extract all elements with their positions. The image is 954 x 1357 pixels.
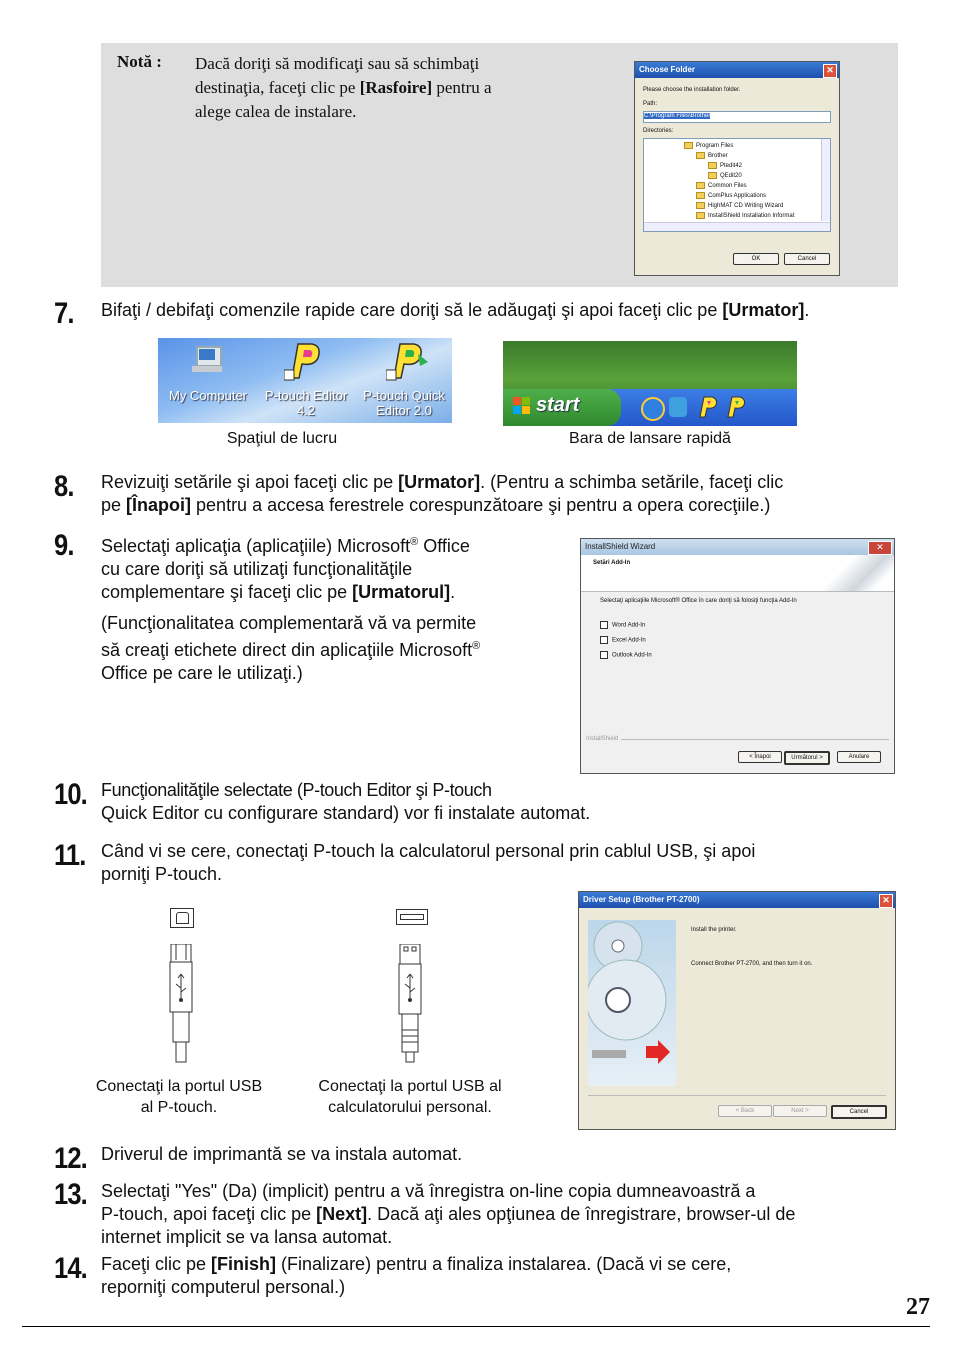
windows-logo-icon: [513, 397, 531, 415]
driver-instruction: Connect Brother PT-2700, and then turn it on.: [691, 961, 813, 967]
cancel-button[interactable]: Anulare: [837, 751, 881, 763]
step-number: 14.: [54, 1252, 87, 1285]
tree-item[interactable]: Brother: [696, 152, 728, 160]
note-line: alege calea de instalare.: [195, 102, 357, 121]
scrollbar-horizontal[interactable]: [644, 222, 830, 231]
usb-b-cable-icon: [167, 944, 195, 1064]
outlook-addin-checkbox[interactable]: Outlook Add-In: [600, 651, 652, 660]
folder-icon: [684, 142, 693, 149]
tree-item[interactable]: Ptedit42: [708, 162, 742, 170]
ptouch-editor-icon[interactable]: [284, 340, 324, 382]
tree-item[interactable]: InstallShield Installation Informat: [696, 212, 794, 220]
dialog-titlebar: Choose Folder ✕: [635, 62, 839, 78]
dialog-titlebar: InstallShield Wizard ✕: [581, 539, 894, 555]
step-number: 13.: [54, 1178, 87, 1211]
note-line: Dacă doriţi să modificaţi sau să schimbaţi: [195, 54, 480, 73]
tree-item[interactable]: QEdit20: [708, 172, 742, 180]
path-label: Path:: [643, 101, 658, 107]
step11-text: Când vi se cere, conectaţi P-touch la calculatorul personal prin cablul USB, şi apoi porniţi P-touch.: [101, 841, 756, 884]
excel-addin-checkbox[interactable]: Excel Add-In: [600, 636, 646, 645]
driver-instruction: Install the printer.: [691, 927, 737, 933]
directory-tree[interactable]: [643, 138, 831, 232]
wizard-prompt: Selectaţi aplicaţiile Microsoft® Office în care doriţi să folosiţi funcţia Add-In: [600, 598, 797, 604]
footer-rule: [22, 1326, 930, 1327]
ok-button[interactable]: OK: [733, 253, 779, 265]
dialog-titlebar: Driver Setup (Brother PT-2700) ✕: [579, 892, 895, 908]
icon-label: P-touch Editor 4.2: [264, 388, 348, 418]
start-button[interactable]: start: [503, 389, 621, 426]
tree-item[interactable]: HighMAT CD Writing Wizard: [696, 202, 783, 210]
tree-item[interactable]: Common Files: [696, 182, 747, 190]
folder-icon: [708, 172, 717, 179]
step10-text: Funcţionalităţile selectate (P-touch Editor şi P-touch Quick Editor cu configurare standard) vor fi instalate automat.: [101, 780, 591, 823]
ptouch-editor-quicklaunch-icon[interactable]: [697, 395, 719, 419]
note-text: [195, 52, 595, 124]
choose-folder-dialog: [634, 61, 840, 276]
step-number: 9.: [54, 529, 74, 562]
close-icon[interactable]: ✕: [868, 541, 892, 555]
usb-a-port-icon: [396, 909, 428, 925]
close-icon[interactable]: ✕: [879, 894, 893, 908]
folder-icon: [708, 162, 717, 169]
icon-label: My Computer: [168, 388, 248, 403]
tree-item[interactable]: ComPlus Applications: [696, 192, 766, 200]
folder-icon: [696, 212, 705, 219]
usb-caption-pc: Conectaţi la portul USB al calculatorului personal.: [318, 1078, 502, 1116]
path-input[interactable]: C:\Program Files\Brother: [643, 111, 831, 123]
step14-text: Faceţi clic pe [Finish] (Finalizare) pentru a finaliza instalarea. (Dacă vi se cere, reporniţi computerul personal.): [101, 1254, 732, 1297]
step12-text: Driverul de imprimantă se va instala automat.: [101, 1144, 463, 1164]
back-button[interactable]: < Back: [718, 1105, 772, 1117]
note-line: destinaţia, faceţi clic pe [Rasfoire] pentru a: [195, 78, 492, 97]
ptouch-quick-quicklaunch-icon[interactable]: [725, 395, 747, 419]
wizard-header: [581, 555, 894, 592]
desktop-screenshot: [158, 338, 452, 423]
taskbar-screenshot: [503, 341, 797, 426]
close-icon[interactable]: ✕: [823, 64, 837, 78]
folder-icon: [696, 182, 705, 189]
step-number: 10.: [54, 778, 87, 811]
cancel-button[interactable]: Cancel: [784, 253, 830, 265]
note-label: Notă :: [117, 52, 162, 71]
step13-text: Selectaţi "Yes" (Da) (implicit) pentru a vă înregistra on-line copia dumneavoastră a P-touch, apoi faceţi clic pe [Next]. Dacă aţi ales opţiunea de înregistrare, browser-ul de internet implicit se va lansa automat.: [101, 1181, 796, 1247]
my-computer-icon[interactable]: [190, 344, 226, 374]
step8-text: Revizuiţi setările şi apoi faceţi clic pe [Urmator]. (Pentru a schimba setările, faceţi clic pe [Înapoi] pentru a accesa ferestrele corespunzătoare şi pentru a opera corecţiile.): [101, 472, 784, 515]
desktop-caption: Spaţiul de lucru: [226, 430, 338, 447]
taskbar-caption: Bara de lansare rapidă: [569, 430, 731, 447]
wizard-heading: Setări Add-In: [593, 560, 631, 566]
dirs-label: Directories:: [643, 128, 674, 134]
tree-item[interactable]: Program Files: [684, 142, 733, 150]
step-number: 12.: [54, 1142, 87, 1175]
dialog-prompt: Please choose the installation folder.: [643, 87, 741, 93]
word-addin-checkbox[interactable]: Word Add-In: [600, 621, 645, 630]
installshield-brand: InstallShield: [586, 736, 619, 742]
internet-explorer-icon[interactable]: [641, 397, 665, 421]
next-button[interactable]: Următorul >: [784, 751, 830, 765]
folder-icon: [696, 152, 705, 159]
folder-icon: [696, 192, 705, 199]
step-number: 11.: [54, 839, 86, 872]
installshield-dialog: [580, 538, 895, 774]
step9-text: Selectaţi aplicaţia (aplicaţiile) Microsoft® Office cu care doriţi să utilizaţi funcţionalităţile complementare şi faceţi clic pe [Urmatorul]. (Funcţionalitatea complementară vă va permite să creaţi etichete direct din aplicaţiile Microsoft® Office pe care le utilizaţi.): [101, 536, 481, 683]
cancel-button[interactable]: Cancel: [831, 1105, 887, 1119]
next-button[interactable]: Next >: [773, 1105, 827, 1117]
page-curl-graphic: [824, 555, 894, 591]
step-number: 8.: [54, 470, 74, 503]
step7-text: Bifaţi / debifaţi comenzile rapide care doriţi să le adăugaţi şi apoi faceţi clic pe [Urmator].: [101, 300, 810, 320]
page-number: 27: [906, 1294, 930, 1320]
usb-caption-ptouch: Conectaţi la portul USB al P-touch.: [95, 1078, 263, 1116]
cd-graphic: [588, 920, 676, 1086]
driver-setup-dialog: [578, 891, 896, 1130]
folder-icon: [696, 202, 705, 209]
step-number: 7.: [54, 297, 74, 330]
back-button[interactable]: < Înapoi: [738, 751, 782, 763]
usb-a-cable-icon: [396, 944, 424, 1064]
icon-label: P-touch Quick Editor 2.0: [363, 388, 445, 418]
scrollbar-vertical[interactable]: [821, 139, 830, 221]
ptouch-quick-editor-icon[interactable]: [386, 340, 430, 382]
usb-b-port-icon: [170, 908, 194, 928]
media-icon[interactable]: [669, 397, 687, 417]
